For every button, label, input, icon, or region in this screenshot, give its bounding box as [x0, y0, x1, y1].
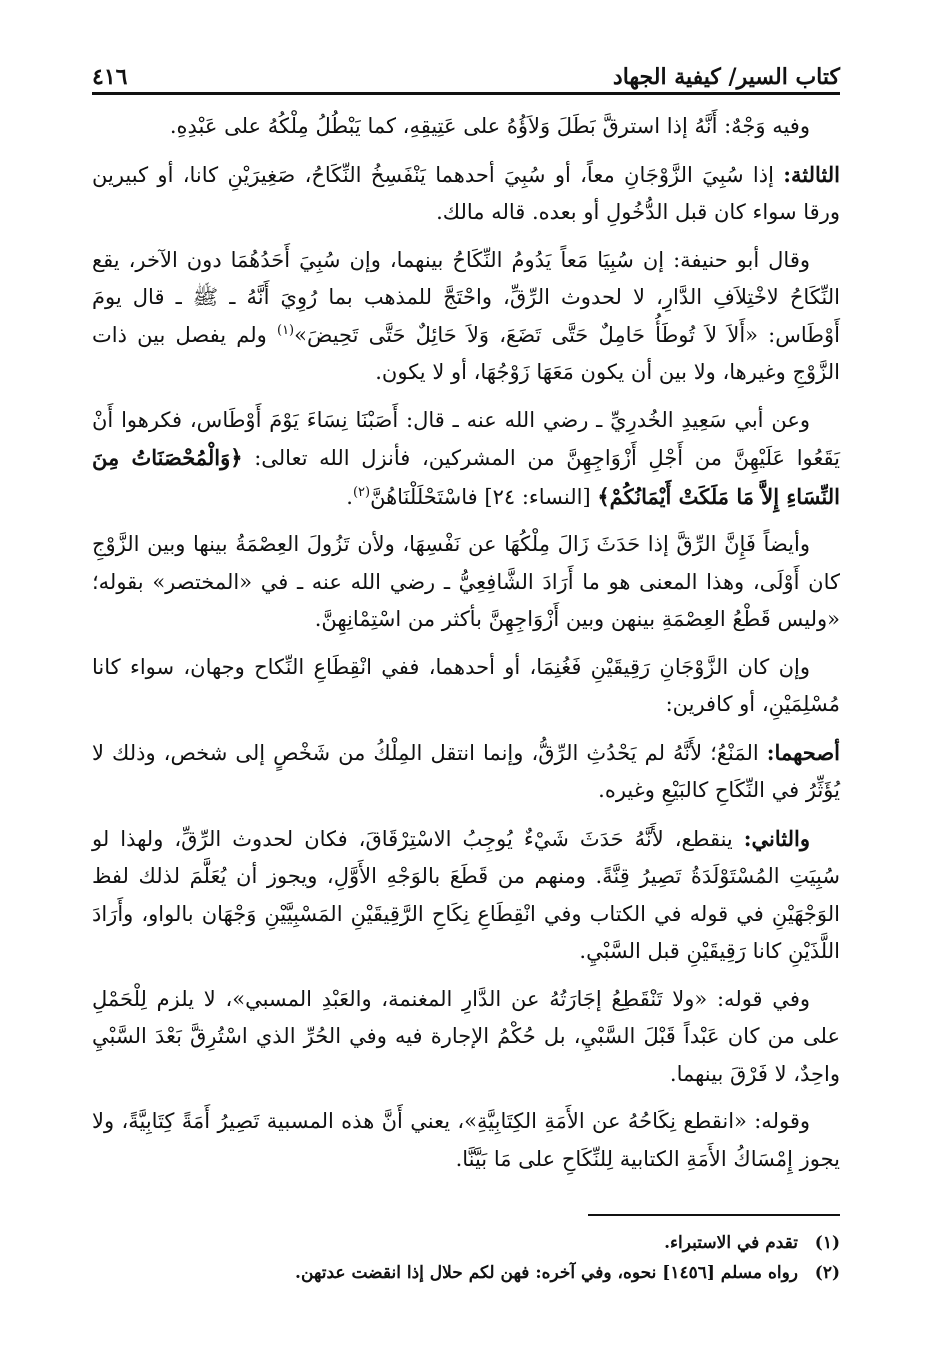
- footnote: [92, 1258, 840, 1288]
- paragraph: وقال أبو حنيفة: إن سُبِيَا مَعاً يَدُومُ النِّكَاحُ بينهما، وإن سُبِيَ أَحَدُهُمَا دون الآخر، يقع النِّكَاحُ لاخْتِلاَفِ الدَّارِ، لا لحدوث الرِّقِّ، واحْتَجَّ للمذهب بما رُوِيَ أَنَّهُ ـ ﷺ ـ قال يومَ أَوْطَاس: «أَلاَ لاَ تُوطَأُ حَامِلٌ حَتَّى تَضَعَ، وَلاَ حَائِلٌ حَتَّى تَحِيضَ»$^{(١)}$ ولم يفصل بين ذات الزَّوْجِ وغيرها، ولا بين أن يكون مَعَهَا زَوْجُهَا، أو لا يكون.: [92, 247, 840, 384]
- footnote-number: (٢): [814, 1263, 840, 1283]
- footnote-ref: (٢): [352, 484, 371, 500]
- footnote-rule: [588, 1214, 840, 1216]
- footnote: [92, 1228, 840, 1258]
- paragraph-lead: والثاني:: [743, 825, 810, 851]
- page-number: ٤١٦: [92, 64, 128, 90]
- paragraph: أصحهما: المَنْعُ؛ لأَنَّهُ لم يَحْدُثِ الرِّقُّ، وإنما انتقل المِلْكُ من شَخْصٍ إلى شخص، وذلك لا يُؤَثِّرُ في النِّكَاحِ كالبَيْعِ وغيره.: [92, 739, 840, 802]
- footnote-number: (١): [814, 1233, 840, 1253]
- paragraph: وعن أبي سَعِيدِ الخُدرِيِّ ـ رضي الله عنه ـ قال: أَصَبْنَا نِسَاءَ يَوْمَ أَوْطَاس، فكرهوا أَنْ يَقَعُوا عَلَيْهِنَّ من أَجْلِ أَزْوَاجِهِنَّ من المشركين، فأنزل الله تعالى: ﴿وَالْمُحْصَنَاتُ مِنَ النِّسَاءِ إِلاَّ مَا مَلَكَتْ أَيْمَانُكُمْ﴾ [النساء: ٢٤] فاسْتَحْلَلْنَاهُنَّ$^{(٢)}$.: [92, 407, 840, 509]
- paragraph: وفيه وَجْهٌ: أَنَّهُ إذا استرقَّ بَطَلَ وَلاَؤُهُ على عَتِيقِهِ، كما يَبْطُلُ مِلْكُهُ على عَبْدِهِ.: [169, 114, 810, 138]
- page-header: [92, 56, 840, 90]
- quran-verse: ﴿وَالْمُحْصَنَاتُ مِنَ النِّسَاءِ إِلاَّ مَا مَلَكَتْ أَيْمَانُكُمْ﴾: [92, 445, 840, 509]
- footnote-text: رواه مسلم [١٤٥٦] نحوه، وفي آخره: فهن لكم حلال إذا انقضت عدتهن.: [295, 1263, 798, 1283]
- footnote-ref: (١): [276, 322, 295, 338]
- paragraph: وإن كان الزَّوْجَانِ رَقِيقَيْنِ فَغُنِمَا، أو أحدهما، ففي انْقِطَاعِ النِّكاح وجهان، سواء كانا مُسْلِمَيْنِ، أو كافرين:: [92, 654, 840, 716]
- main-text: [92, 108, 840, 1188]
- running-title: كتاب السير/ كيفية الجهاد: [612, 64, 840, 90]
- paragraph: وأيضاً فَإِنَّ الرِّقَّ إذا حَدَثَ زَالَ مِلْكُهَا عن نَفْسِهَا، ولأن تَزُولَ العِصْمَةُ بينها وبين الزَّوْجِ كان أَوْلَى، وهذا المعنى هو ما أَرَادَ الشَّافِعِيُّ ـ رضي الله عنه ـ في «المختصر» بقوله؛ «وليس قَطْعُ العِصْمَةِ بينهن وبين أَزْوَاجِهِنَّ بأكثر من اسْتِمْانِهِنَّ.: [92, 532, 840, 631]
- paragraph-lead: أصحهما:: [766, 739, 840, 765]
- footnotes: [92, 1228, 840, 1288]
- paragraph: والثاني: ينقطع، لأَنَّهُ حَدَثَ شَيْءٌ يُوجِبُ الاسْتِرْقَاقَ، فكان لحدوث الرِّقِّ، ولهذا لو سُبِيَتِ المُسْتَوْلَدَةُ تَصِيرُ قِنَّةً. ومنهم من قَطَعَ بالوَجْهِ الأَوَّلِ، ويجوز أن يُعَلَّمَ لذلك لفظ الوَجْهَيْنِ في قوله في الكتاب وفي انْقِطَاعِ نِكَاحِ الرَّقِيقَيْنِ المَسْبِيَّيْنِ وَجْهَان بالواو، وأَرَادَ اللَّذَيْنِ كانا رَقِيقَيْنِ قبل السَّبْيِ.: [92, 825, 840, 963]
- paragraph: الثالثة: إذا سُبِيَ الزَّوْجَانِ معاً، أو سُبِيَ أحدهما يَنْفَسِخُ النِّكَاحُ، صَغِيرَيْنِ كانا، أو كبيرين ورقا سواء كان قبل الدُّخُولِ أو بعده. قاله مالك.: [92, 161, 840, 224]
- paragraph: وفي قوله: «ولا تَنْقَطِعُ إجَارَتُهُ عن الدَّارِ المغنمة، والعَبْدِ المسبي»، لا يلزم لِلْحَمْلِ على من كان عَبْداً قَبْلَ السَّبْيِ، بل حُكْمُ الإجارة فيه وفي الحُرِّ الذي اسْتُرِقَّ بَعْدَ السَّبْيِ واحِدٌ، لا فَرْقَ بينهما.: [92, 986, 840, 1086]
- paragraph-lead: الثالثة:: [783, 161, 840, 187]
- footnote-text: تقدم في الاستبراء.: [664, 1233, 798, 1253]
- paragraph: وقوله: «انقطع نِكَاحُهُ عن الأَمَةِ الكِتَابِيَّةِ»، يعني أَنَّ هذه المسبية تَصِيرُ أَمَةً كِتَابِيَّةً، ولا يجوز إِمْسَاكُ الأَمَةِ الكتابية لِلنِّكَاحِ على مَا بَيَّنَّا.: [92, 1109, 840, 1171]
- header-rule: [92, 92, 840, 95]
